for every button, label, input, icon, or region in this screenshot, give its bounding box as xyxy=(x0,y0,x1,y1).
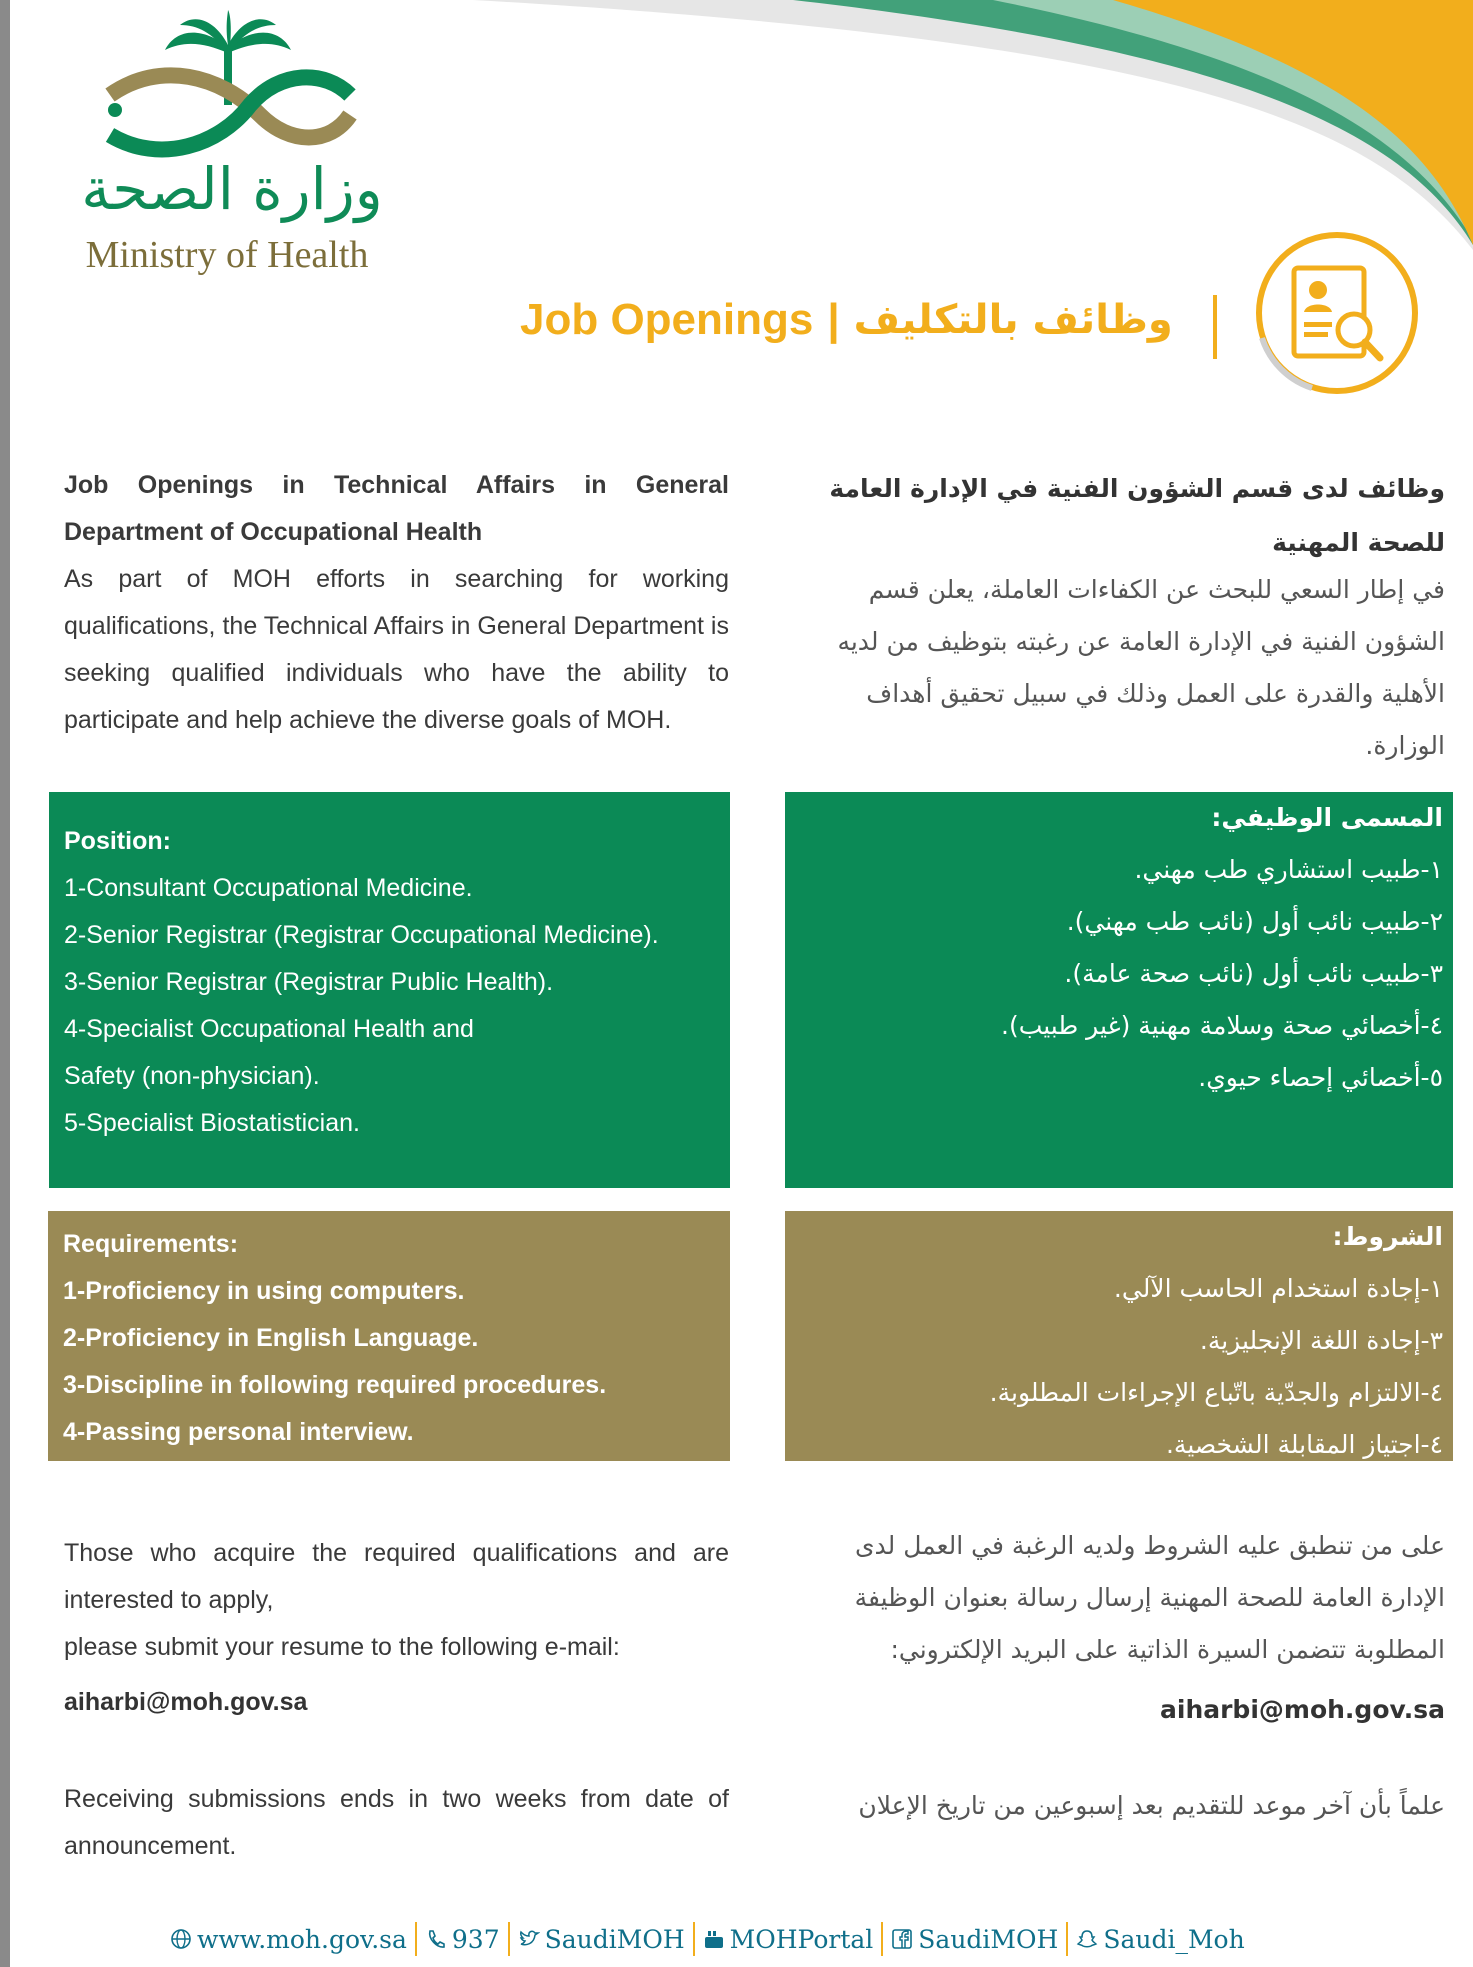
requirements-box-english xyxy=(48,1211,730,1461)
list-item: ٣-إجادة اللغة الإنجليزية. xyxy=(1199,1326,1443,1355)
list-item: Safety (non-physician). xyxy=(64,1062,320,1090)
intro-heading-english: Job Openings in Technical Affairs in General Department of Occupational Health xyxy=(64,471,729,546)
footer-divider xyxy=(1066,1922,1068,1956)
phone-icon xyxy=(425,1928,447,1950)
footer-website[interactable] xyxy=(170,1925,407,1954)
email-link-english[interactable]: aiharbi@moh.gov.sa xyxy=(64,1688,308,1716)
facebook-icon xyxy=(891,1928,913,1950)
positions-box-english xyxy=(49,792,730,1188)
footer-divider xyxy=(508,1922,510,1956)
apply-text-english: Those who acquire the required qualifications and are interested to apply, xyxy=(64,1539,729,1614)
twitter-icon xyxy=(518,1928,540,1950)
footer-twitter-text: SaudiMOH xyxy=(544,1924,685,1954)
title-english: Job Openings xyxy=(520,295,814,344)
footer-youtube[interactable] xyxy=(703,1925,874,1954)
corner-swoosh-graphic xyxy=(473,0,1473,260)
footer-snapchat[interactable] xyxy=(1076,1925,1244,1954)
footer-youtube-text: MOHPortal xyxy=(729,1924,874,1954)
apply-section-english xyxy=(64,1530,729,1726)
logo-english-text: Ministry of Health xyxy=(85,234,369,276)
title-arabic: وظائف بالتكليف xyxy=(853,297,1173,343)
page-title xyxy=(520,290,1220,350)
deadline-text-arabic: علماً بأن آخر موعد للتقديم بعد إسبوعين من تاريخ الإعلان xyxy=(858,1791,1445,1820)
list-item: 1-Proficiency in using computers. xyxy=(63,1277,465,1305)
footer-divider xyxy=(415,1922,417,1956)
logo-arabic-text: وزارة الصحة xyxy=(81,155,383,223)
list-item: ٤-اجتياز المقابلة الشخصية. xyxy=(1165,1430,1443,1459)
globe-icon xyxy=(170,1928,192,1950)
intro-heading-arabic: وظائف لدى قسم الشؤون الفنية في الإدارة العامة للصحة المهنية xyxy=(829,474,1445,557)
list-item: ١-إجادة استخدام الحاسب الآلي. xyxy=(1113,1274,1443,1303)
footer-website-text: www.moh.gov.sa xyxy=(197,1924,407,1954)
footer-phone[interactable] xyxy=(425,1925,500,1954)
requirements-heading-arabic: الشروط: xyxy=(1332,1222,1443,1251)
footer-divider xyxy=(881,1922,883,1956)
apply-text-arabic: على من تنطبق عليه الشروط ولديه الرغبة في العمل لدى الإدارة العامة للصحة المهنية إرسال رسالة بعنوان الوظيفة المطلوبة تتضمن السيرة الذاتية على البريد الإلكتروني: xyxy=(854,1531,1445,1664)
list-item: ٥-أخصائي إحصاء حيوي. xyxy=(1198,1063,1443,1092)
title-separator: | xyxy=(827,295,840,344)
requirements-heading-english: Requirements: xyxy=(63,1230,239,1258)
footer-phone-text: 937 xyxy=(451,1924,500,1954)
positions-box-arabic xyxy=(785,792,1453,1188)
email-link-arabic[interactable]: aiharbi@moh.gov.sa xyxy=(1160,1695,1445,1724)
apply-section-arabic xyxy=(785,1520,1445,1736)
apply-text2-english: please submit your resume to the following e-mail: xyxy=(64,1633,620,1661)
resume-search-icon xyxy=(1252,228,1422,398)
title-divider xyxy=(1213,295,1217,359)
list-item: 3-Discipline in following required procedures. xyxy=(63,1371,607,1399)
footer-divider xyxy=(693,1922,695,1956)
footer-twitter[interactable] xyxy=(518,1925,685,1954)
list-item: ٣-طبيب نائب أول (نائب صحة عامة). xyxy=(1064,959,1443,988)
footer-snapchat-text: Saudi_Moh xyxy=(1103,1924,1245,1954)
list-item: ٢-طبيب نائب أول (نائب طب مهني). xyxy=(1066,907,1443,936)
left-edge-strip xyxy=(0,0,10,1967)
list-item: 1-Consultant Occupational Medicine. xyxy=(64,874,473,902)
list-item: ١-طبيب استشاري طب مهني. xyxy=(1134,855,1443,884)
intro-body-arabic: في إطار السعي للبحث عن الكفاءات العاملة، يعلن قسم الشؤون الفنية في الإدارة العامة عن رغبته بتوظيف من لديه الأهلية والقدرة على العمل وذلك في سبيل تحقيق أهداف الوزارة. xyxy=(837,575,1445,760)
intro-body-english: As part of MOH efforts in searching for working qualifications, the Technical Affairs in General Department is seeking qualified individuals who have the ability to participate and help achieve the diverse goals of MOH. xyxy=(64,565,729,734)
list-item: 5-Specialist Biostatistician. xyxy=(64,1109,360,1137)
list-item: 2-Proficiency in English Language. xyxy=(63,1324,479,1352)
list-item: 4-Passing personal interview. xyxy=(63,1418,414,1446)
youtube-icon xyxy=(703,1928,725,1950)
list-item: ٤-الالتزام والجدّية باتّباع الإجراءات المطلوبة. xyxy=(989,1378,1443,1407)
positions-heading-arabic: المسمى الوظيفي: xyxy=(1211,803,1443,832)
snapchat-icon xyxy=(1076,1928,1098,1950)
list-item: 4-Specialist Occupational Health and xyxy=(64,1015,474,1043)
footer-contact-bar xyxy=(170,1920,1245,1958)
footer-facebook-text: SaudiMOH xyxy=(918,1924,1059,1954)
positions-heading-english: Position: xyxy=(64,827,171,855)
list-item: ٤-أخصائي صحة وسلامة مهنية (غير طبيب). xyxy=(1001,1011,1443,1040)
footer-facebook[interactable] xyxy=(891,1925,1058,1954)
requirements-box-arabic xyxy=(785,1211,1453,1461)
list-item: 2-Senior Registrar (Registrar Occupational Medicine). xyxy=(64,921,659,949)
deadline-text-english: Receiving submissions ends in two weeks from date of announcement. xyxy=(64,1785,729,1860)
list-item: 3-Senior Registrar (Registrar Public Health). xyxy=(64,968,554,996)
